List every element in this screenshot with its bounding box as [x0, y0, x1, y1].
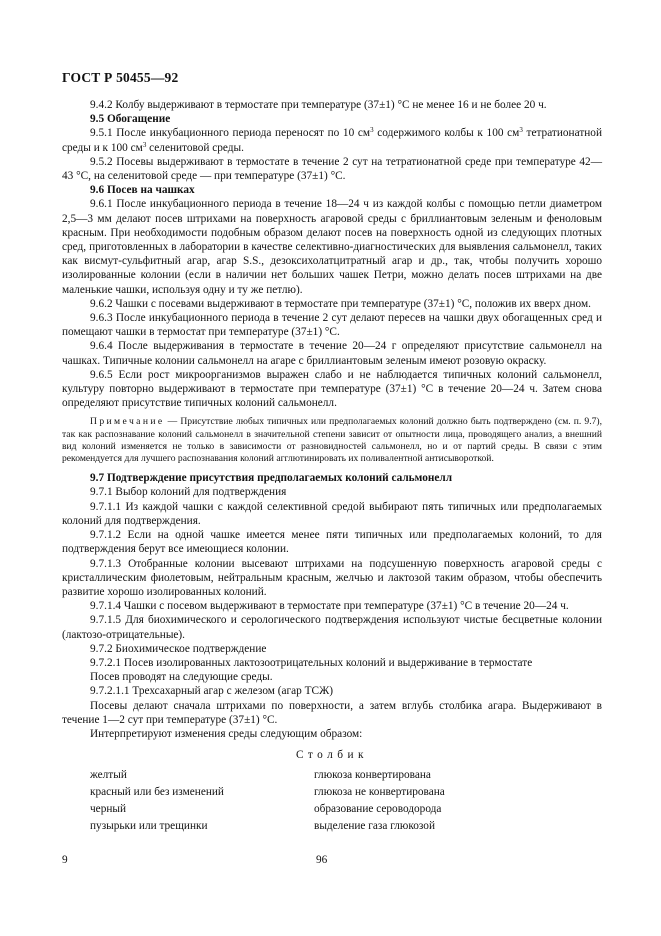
- paragraph-9-7-2: 9.7.2 Биохимическое подтверждение: [90, 642, 267, 655]
- paragraph-9-6-3: 9.6.3 После инкубационного периода в течение 2 сут делают пересев на чашки двух обогащенных сред и помещают чашки в термостат при температуре (37±1) °C.: [62, 312, 602, 339]
- note-text: — Присутствие любых типичных или предполагаемых колоний должно быть подтверждено (см. п. 9.7), так как распознавание колоний сальмонелл в значительной степени зависит от опытности лица, проводящего анализ, а внешний вид колоний изменяется не только в зависимости от разновидностей сальмонелл, но и от партий среды. В связи с этим рекомендуется для лучшего распознавания колоний агглютинировать их поливалентной антисывороткой.: [62, 416, 602, 465]
- heading-9-7: 9.7 Подтверждение присутствия предполагаемых колоний сальмонелл: [90, 472, 453, 485]
- heading-9-5: 9.5 Обогащение: [90, 113, 171, 126]
- paragraph-9-5-2: 9.5.2 Посевы выдерживают в термостате в течение 2 сут на тетратионатной среде при температуре 42—43 °C, на селенитовой среде — при температуре (37±1) °C.: [62, 155, 602, 183]
- table-row: [62, 768, 602, 782]
- column-title: Столбик: [295, 749, 369, 762]
- paragraph-9-7-1: 9.7.1 Выбор колоний для подтверждения: [90, 486, 287, 499]
- table-cell-left: пузырьки или трещинки: [90, 819, 208, 832]
- table-row: [62, 785, 602, 799]
- document-header: ГОСТ Р 50455—92: [62, 70, 179, 85]
- paragraph-9-7-1-3: 9.7.1.3 Отобранные колонии высевают штрихами на подсушенную поверхность агаровой среды с кристаллическим фиолетовым, нейтральным красным, желчью и лактозой таким образом, чтобы обеспечить развитие хорошо изолированных колоний.: [62, 557, 602, 598]
- paragraph-inoculation: Посевы делают сначала штрихами по поверхности, а затем вглубь столбика агара. Выдерживают в течение 1—2 сут при температуре (37±1) °C.: [62, 699, 602, 726]
- table-cell-right: глюкоза не конвертирована: [314, 786, 445, 799]
- heading-9-6: 9.6 Посев на чашках: [90, 184, 195, 197]
- table-cell-left: желтый: [90, 769, 127, 782]
- footer-sheet-number: 9: [62, 854, 68, 866]
- table-cell-right: глюкоза конвертирована: [314, 769, 431, 782]
- note: [62, 416, 602, 465]
- paragraph-9-4-2: 9.4.2 Колбу выдерживают в термостате при температуре (37±1) °C не менее 16 и не более 20 ч.: [90, 99, 547, 111]
- paragraph-9-6-5: 9.6.5 Если рост микроорганизмов выражен слабо и не наблюдается типичных колоний сальмонелл, культуру повторно выдерживают в термостате при температуре (37±1) °C в течение 20—24 ч. Затем снова определяют присутствие типичных колоний сальмонелл.: [62, 368, 602, 410]
- paragraph-9-6-2: 9.6.2 Чашки с посевами выдерживают в термостате при температуре (37±1) °C, положив их вверх дном.: [90, 297, 591, 310]
- paragraph-9-7-1-5: 9.7.1.5 Для биохимического и серологического подтверждения используют чистые бесцветные колонии (лактозо-отрицательные).: [62, 614, 602, 641]
- paragraph-9-7-1-2: 9.7.1.2 Если на одной чашке имеется менее пяти типичных или предполагаемых колоний, то для подтверждения берут все имеющиеся колонии.: [62, 529, 602, 556]
- paragraph-9-6-4: 9.6.4 После выдерживания в термостате в течение 20—24 г определяют присутствие сальмонелл на чашках. Типичные колонии сальмонелл на агаре с бриллиантовым зеленым имеют розовую окраску.: [62, 340, 602, 367]
- paragraph-interpretation: Интерпретируют изменения среды следующим образом:: [90, 727, 363, 740]
- paragraph-9-7-1-4: 9.7.1.4 Чашки с посевом выдерживают в термостате при температуре (37±1) °C в течение 20—24 ч.: [90, 600, 569, 613]
- paragraph-9-7-2-1: 9.7.2.1 Посев изолированных лактозоотрицательных колоний и выдерживание в термостате: [90, 656, 533, 669]
- table-cell-left: красный или без изменений: [90, 786, 224, 799]
- table-row: [62, 802, 602, 816]
- note-label: Примечание: [90, 416, 165, 428]
- table-cell-left: черный: [90, 802, 127, 815]
- document-body: [62, 98, 602, 836]
- paragraph-9-6-1: 9.6.1 После инкубационного периода в течение 18—24 ч из каждой колбы с помощью петли диаметром 2,5—3 мм делают посев штрихами на поверхность агаровой среды с бриллиантовым зеленым и феноловым красным. При необходимости подобным образом делают посев на поверхность одной из следующих плотных сред, приготовленных в лаборатории в качестве селективно-диагностических для выявления сальмонелл, таких как висмут-сульфитный агар, агар S.S., дезоксихолатцитратный агар и др., так, чтобы получить хорошо изолированные колонии (если в наличии нет больших чашек Петри, можно делать посев штрихами на две маленькие чашки, используя одну и ту же петлю).: [62, 198, 602, 296]
- table-cell-right: образование сероводорода: [314, 802, 442, 815]
- table-cell-right: выделение газа глюкозой: [314, 819, 436, 832]
- paragraph-9-7-2-1-1: 9.7.2.1.1 Трехсахарный агар с железом (агар ТСЖ): [90, 685, 333, 698]
- paragraph-9-7-1-1: 9.7.1.1 Из каждой чашки с каждой селективной средой выбирают пять типичных или предполагаемых колоний для подтверждения.: [62, 500, 602, 527]
- paragraph-9-5-1: 9.5.1 После инкубационного периода переносят по 10 $см^3$ содержимого колбы к 100 $см^3$ тетратионатной среды и к 100 $см^3$ селенитовой среды.: [62, 126, 602, 154]
- table-row: [62, 819, 602, 833]
- interpretation-table: [62, 768, 602, 833]
- paragraph-media-intro: Посев проводят на следующие среды.: [90, 671, 273, 684]
- footer-page-number: 96: [316, 854, 328, 866]
